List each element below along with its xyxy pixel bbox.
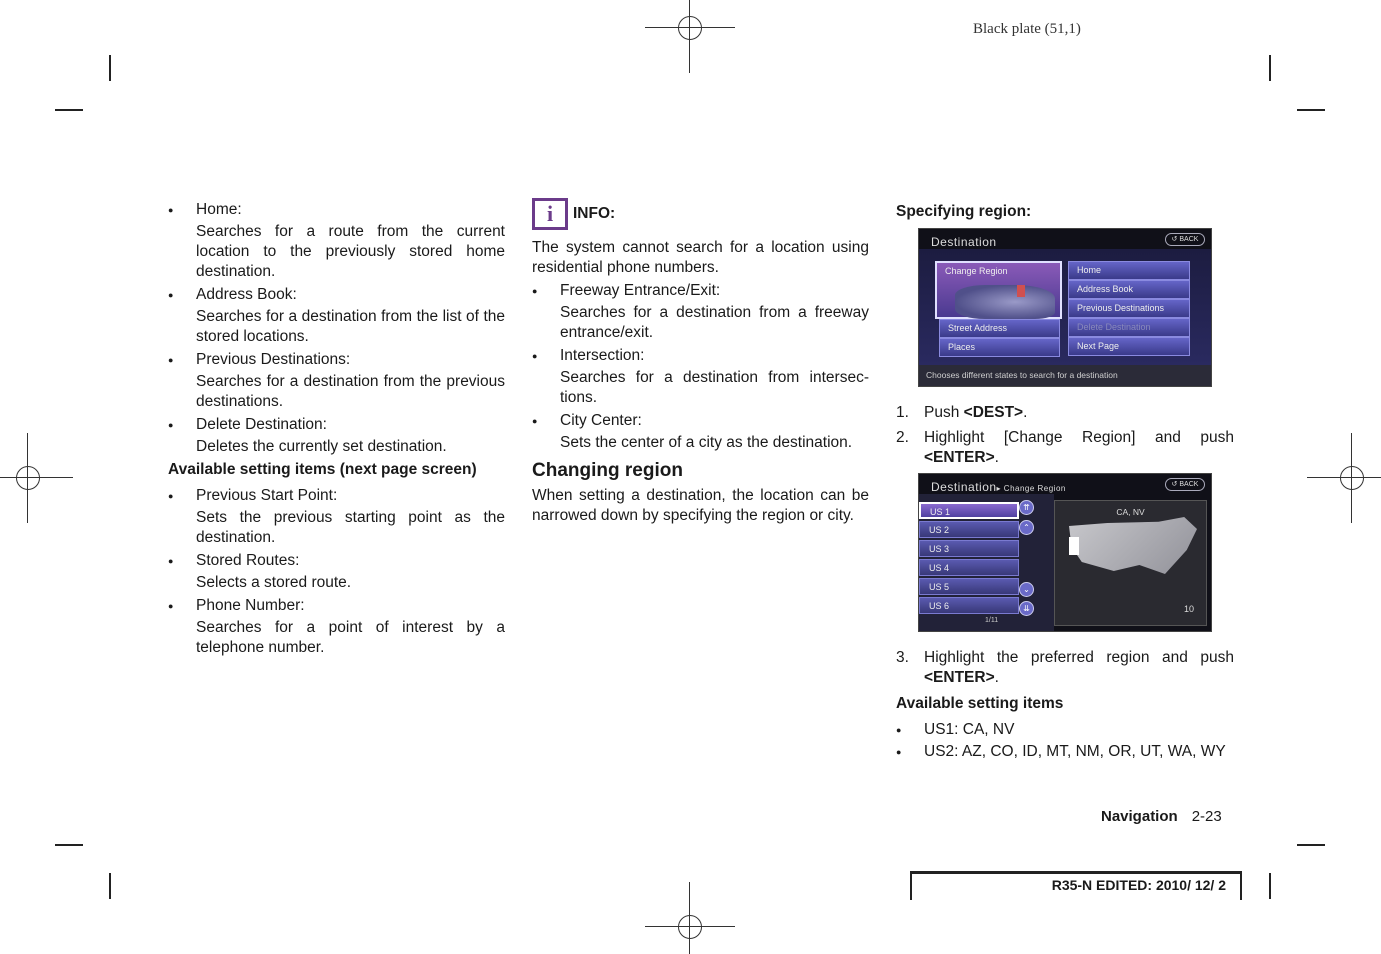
- scroll-down-icon[interactable]: ⌄: [1019, 582, 1034, 597]
- region-item-us5[interactable]: US 5: [919, 578, 1019, 595]
- registration-mark-right: [1307, 433, 1381, 523]
- page-footer: [1101, 808, 1222, 825]
- column-2: [532, 198, 869, 529]
- us-map-icon: [955, 285, 1055, 319]
- next-page-button[interactable]: Next Page: [1068, 337, 1190, 356]
- us-map-icon: [1069, 517, 1197, 577]
- region-map: [1054, 500, 1207, 626]
- info-icon: i: [532, 198, 568, 230]
- registration-mark-bottom: [645, 882, 735, 954]
- back-button[interactable]: ↺ BACK: [1165, 478, 1205, 491]
- screen-footer-hint: Chooses different states to search for a destination: [919, 365, 1211, 386]
- item-description: Searches for a point of interest by a telephone number.: [196, 619, 505, 656]
- list-item: ● Freeway Entrance/Exit:: [532, 281, 869, 301]
- list-item: ● City Center:: [532, 411, 869, 431]
- list-item: ● Home:: [168, 200, 505, 220]
- screen-title: Destination: [931, 235, 997, 249]
- page-number: 2-23: [1191, 808, 1222, 825]
- list-item: ● Previous Destinations:: [168, 350, 505, 370]
- back-arrow-icon: ↺: [1171, 481, 1178, 488]
- list-item: ● Stored Routes:: [168, 551, 505, 571]
- places-button[interactable]: Places: [939, 338, 1060, 357]
- list-item: ● Address Book:: [168, 285, 505, 305]
- page-indicator: 1/11: [985, 617, 999, 624]
- item-description: Searches for a route from the current location to the previously stored home destination.: [196, 223, 505, 280]
- crop-mark: [55, 109, 83, 111]
- section-subheading: Available setting items (next page screen): [168, 461, 477, 478]
- crop-mark: [55, 844, 83, 846]
- item-description: Deletes the currently set destination.: [196, 438, 447, 455]
- info-text: The system cannot search for a location using residential phone numbers.: [532, 239, 869, 276]
- home-button[interactable]: Home: [1068, 261, 1190, 280]
- destination-screen: [918, 228, 1212, 387]
- step-3: 3. Highlight the preferred region and push <ENTER>.: [896, 649, 1234, 686]
- list-item: ● US1: CA, NV: [896, 720, 1234, 740]
- registration-mark-left: [0, 433, 73, 523]
- list-item: ● Phone Number:: [168, 596, 505, 616]
- list-item: ● Delete Destination:: [168, 415, 505, 435]
- step-1: 1. Push <DEST>.: [896, 404, 1028, 421]
- plate-label: Black plate (51,1): [973, 21, 1081, 37]
- item-description: Searches for a destination from the list of the stored locations.: [196, 308, 505, 345]
- item-description: Sets the previous starting point as the destination.: [196, 509, 505, 546]
- highlighted-state-icon: [1069, 537, 1079, 555]
- region-list: [919, 494, 1054, 632]
- registration-mark-top: [645, 0, 735, 73]
- section-subheading: Specifying region:: [896, 203, 1032, 220]
- change-region-screen: [918, 473, 1212, 632]
- map-scale: 10: [1183, 604, 1194, 614]
- region-item-us4[interactable]: US 4: [919, 559, 1019, 576]
- crop-mark: [1269, 55, 1271, 81]
- location-pin-icon: [1017, 285, 1025, 297]
- crop-mark: [109, 873, 111, 899]
- column-1: [168, 200, 505, 661]
- item-description: Selects a stored route.: [196, 574, 352, 591]
- section-name: Navigation: [1101, 808, 1178, 825]
- address-book-button[interactable]: Address Book: [1068, 280, 1190, 299]
- item-description: Searches for a destination from a freeway entrance/exit.: [560, 304, 869, 341]
- info-header: [532, 198, 869, 230]
- screen-title: Destination▸ Change Region: [931, 480, 1066, 494]
- info-label: INFO:: [573, 205, 616, 222]
- scroll-up-icon[interactable]: ⌃: [1019, 520, 1034, 535]
- list-item: ● Intersection:: [532, 346, 869, 366]
- step-2: 2. Highlight [Change Region] and push <ENTER>.: [896, 429, 1234, 466]
- crop-mark: [1297, 844, 1325, 846]
- street-address-button[interactable]: Street Address: [939, 319, 1060, 338]
- map-region-label: CA, NV: [1116, 507, 1145, 517]
- list-item: ● Previous Start Point:: [168, 486, 505, 506]
- region-item-us1[interactable]: US 1: [919, 502, 1019, 519]
- screen-body: [919, 249, 1211, 367]
- previous-destinations-button[interactable]: Previous Destinations: [1068, 299, 1190, 318]
- section-heading: Changing region: [532, 460, 683, 481]
- section-subheading: Available setting items: [896, 695, 1064, 712]
- list-item: ● US2: AZ, CO, ID, MT, NM, OR, UT, WA, WY: [896, 742, 1234, 762]
- column-3: [896, 200, 1234, 764]
- item-description: Searches for a destination from intersec-tions.: [560, 369, 869, 406]
- scroll-bottom-icon[interactable]: ⇊: [1019, 601, 1034, 616]
- region-item-us2[interactable]: US 2: [919, 521, 1019, 538]
- change-region-button[interactable]: Change Region: [935, 261, 1062, 319]
- section-paragraph: When setting a destination, the location can be narrowed down by specifying the region or city.: [532, 487, 869, 524]
- back-button[interactable]: ↺ BACK: [1165, 233, 1205, 246]
- crop-mark: [1297, 109, 1325, 111]
- edited-stamp: R35-N EDITED: 2010/ 12/ 2: [910, 871, 1242, 900]
- item-description: Searches for a destination from the previous destinations.: [196, 373, 505, 410]
- crop-mark: [1269, 873, 1271, 899]
- scroll-top-icon[interactable]: ⇈: [1019, 500, 1034, 515]
- region-item-us3[interactable]: US 3: [919, 540, 1019, 557]
- back-arrow-icon: ↺: [1171, 236, 1178, 243]
- item-description: Sets the center of a city as the destination.: [560, 434, 853, 451]
- region-item-us6[interactable]: US 6: [919, 597, 1019, 614]
- delete-destination-button[interactable]: Delete Destination: [1068, 318, 1190, 337]
- crop-mark: [109, 55, 111, 81]
